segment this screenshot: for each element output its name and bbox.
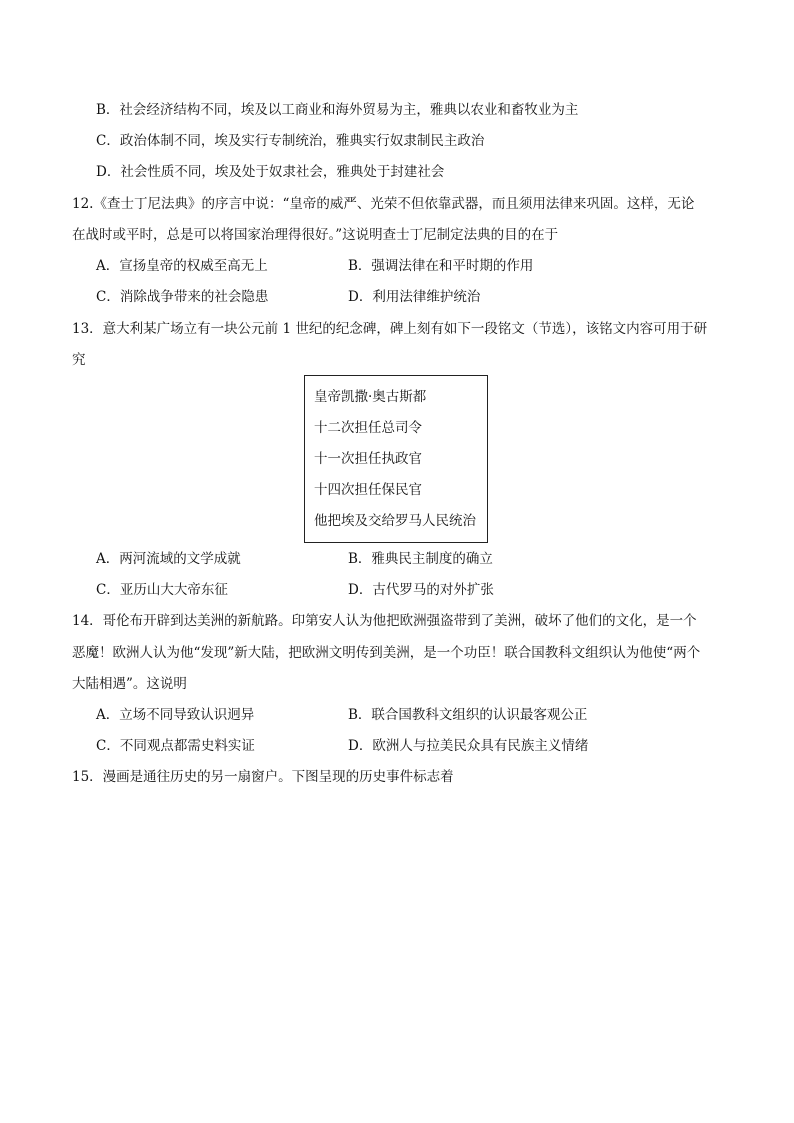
q12-option-a: A．宣扬皇帝的权威至高无上 [96, 258, 268, 274]
q12-option-b: B．强调法律在和平时期的作用 [348, 258, 534, 274]
inscription-line: 十一次担任执政官 [314, 451, 422, 467]
inscription-line: 十四次担任保民官 [314, 482, 422, 498]
q14-option-b: B．联合国教科文组织的认识最客观公正 [348, 707, 588, 723]
q14-stem-line-1: 14．哥伦布开辟到达美洲的新航路。印第安人认为他把欧洲强盗带到了美洲，破坏了他们的文化，是一个 [72, 613, 697, 629]
q14-option-a: A．立场不同导致认识迥异 [96, 707, 255, 723]
q14-stem-line-3: 大陆相遇”。这说明 [72, 676, 187, 692]
q14-option-c: C．不同观点都需史料实证 [96, 738, 255, 754]
inscription-line: 他把埃及交给罗马人民统治 [314, 513, 476, 529]
q13-stem-line-2: 究 [72, 352, 86, 368]
inscription-line: 皇帝凯撒·奥古斯都 [314, 389, 427, 405]
q13-option-d: D．古代罗马的对外扩张 [348, 582, 494, 598]
q11-option-c: C．政治体制不同，埃及实行专制统治，雅典实行奴隶制民主政治 [96, 133, 485, 149]
q13-option-a: A．两河流域的文学成就 [96, 551, 241, 567]
q12-stem-line-2: 在战时或平时，总是可以将国家治理得很好。”这说明查士丁尼制定法典的目的在于 [72, 227, 559, 243]
q13-option-b: B．雅典民主制度的确立 [348, 551, 493, 567]
q13-option-c: C．亚历山大大帝东征 [96, 582, 228, 598]
q15-stem-line-1: 15．漫画是通往历史的另一扇窗户。下图呈现的历史事件标志着 [72, 769, 454, 785]
q14-stem-line-2: 恶魔！欧洲人认为他“发现”新大陆，把欧洲文明传到美洲，是一个功臣！联合国教科文组织认为他使“两个 [72, 645, 701, 661]
q12-option-c: C．消除战争带来的社会隐患 [96, 289, 269, 305]
inscription-line: 十二次担任总司令 [314, 420, 422, 436]
q11-option-d: D．社会性质不同，埃及处于奴隶社会，雅典处于封建社会 [96, 164, 445, 180]
q12-stem-line-1: 12.《查士丁尼法典》的序言中说：“皇帝的威严、光荣不但依靠武器，而且须用法律来巩固。这样，无论 [72, 196, 695, 212]
q12-option-d: D．利用法律维护统治 [348, 289, 481, 305]
q13-stem-line-1: 13．意大利某广场立有一块公元前 1 世纪的纪念碑，碑上刻有如下一段铭文（节选），该铭文内容可用于研 [72, 321, 708, 337]
inscription-box [304, 375, 488, 543]
q11-option-b: B．社会经济结构不同，埃及以工商业和海外贸易为主，雅典以农业和畜牧业为主 [96, 102, 579, 118]
q14-option-d: D．欧洲人与拉美民众具有民族主义情绪 [348, 738, 589, 754]
